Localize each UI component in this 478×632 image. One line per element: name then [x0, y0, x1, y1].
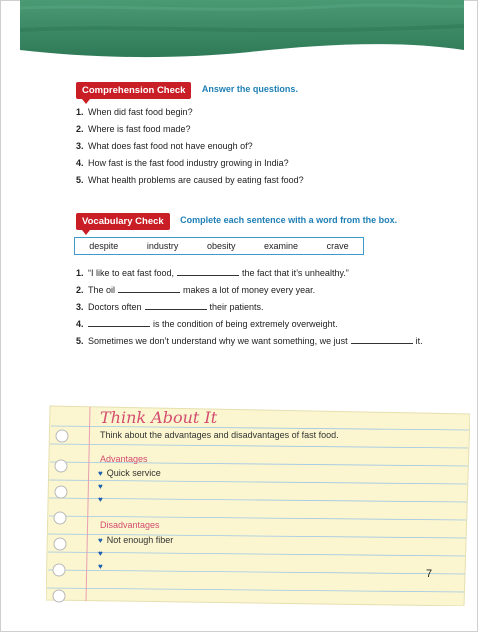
heart-bullet-icon: ♥ — [98, 562, 103, 571]
word-box-item: industry — [146, 241, 179, 251]
question-item: 3. What does fast food not have enough of? — [76, 141, 253, 151]
word-box-item: examine — [264, 241, 299, 251]
top-banner — [20, 0, 464, 62]
sentence-item: 1. “I like to eat fast food, the fact that it’s unhealthy.” — [76, 268, 349, 278]
question-item: 4. How fast is the fast food industry growing in India? — [76, 158, 289, 168]
heart-bullet-icon: ♥ — [98, 536, 103, 545]
answer-blank[interactable] — [118, 284, 180, 293]
answer-blank[interactable] — [351, 335, 413, 344]
heart-bullet-icon: ♥ — [98, 482, 103, 491]
advantage-item[interactable] — [98, 494, 107, 504]
disadvantage-item[interactable] — [98, 548, 107, 558]
think-title: Think About It — [100, 408, 218, 427]
advantage-item[interactable]: ♥ Quick service — [98, 468, 161, 478]
question-item: 2. Where is fast food made? — [76, 124, 191, 134]
vocabulary-instruction: Complete each sentence with a word from the box. — [180, 214, 398, 225]
heart-bullet-icon: ♥ — [98, 549, 103, 558]
word-box — [74, 237, 364, 255]
sentence-item: 2. The oil makes a lot of money every year. — [76, 285, 316, 295]
comprehension-questions — [76, 104, 304, 189]
disadvantage-item[interactable] — [98, 561, 107, 571]
answer-blank[interactable] — [177, 267, 239, 276]
heart-bullet-icon: ♥ — [98, 495, 103, 504]
disadvantage-item[interactable]: ♥ Not enough fiber — [98, 535, 174, 545]
page-number: 7 — [426, 568, 433, 580]
answer-blank[interactable] — [145, 301, 207, 310]
vocabulary-sentences — [76, 265, 423, 350]
think-instruction: Think about the advantages and disadvantages of fast food. — [100, 430, 339, 440]
question-item: 5. What health problems are caused by eating fast food? — [76, 175, 304, 185]
comprehension-instruction: Answer the questions. — [201, 83, 298, 94]
vocabulary-header — [76, 211, 397, 230]
answer-blank[interactable] — [88, 318, 150, 327]
advantage-item[interactable] — [98, 481, 107, 491]
disadvantages-label: Disadvantages — [100, 520, 160, 530]
word-box-item: despite — [89, 241, 119, 251]
word-box-item: obesity — [206, 241, 236, 251]
advantages-label: Advantages — [100, 454, 148, 464]
comprehension-tag: Comprehension Check — [76, 82, 191, 99]
vocabulary-tag: Vocabulary Check — [76, 213, 170, 230]
sentence-item: 4. is the condition of being extremely overweight. — [76, 319, 338, 329]
word-box-item: crave — [326, 241, 349, 251]
question-item: 1. When did fast food begin? — [76, 107, 193, 117]
comprehension-header — [76, 80, 298, 99]
sentence-item: 5. Sometimes we don’t understand why we want something, we just it. — [76, 336, 423, 346]
heart-bullet-icon: ♥ — [98, 469, 103, 478]
sentence-item: 3. Doctors often their patients. — [76, 302, 264, 312]
